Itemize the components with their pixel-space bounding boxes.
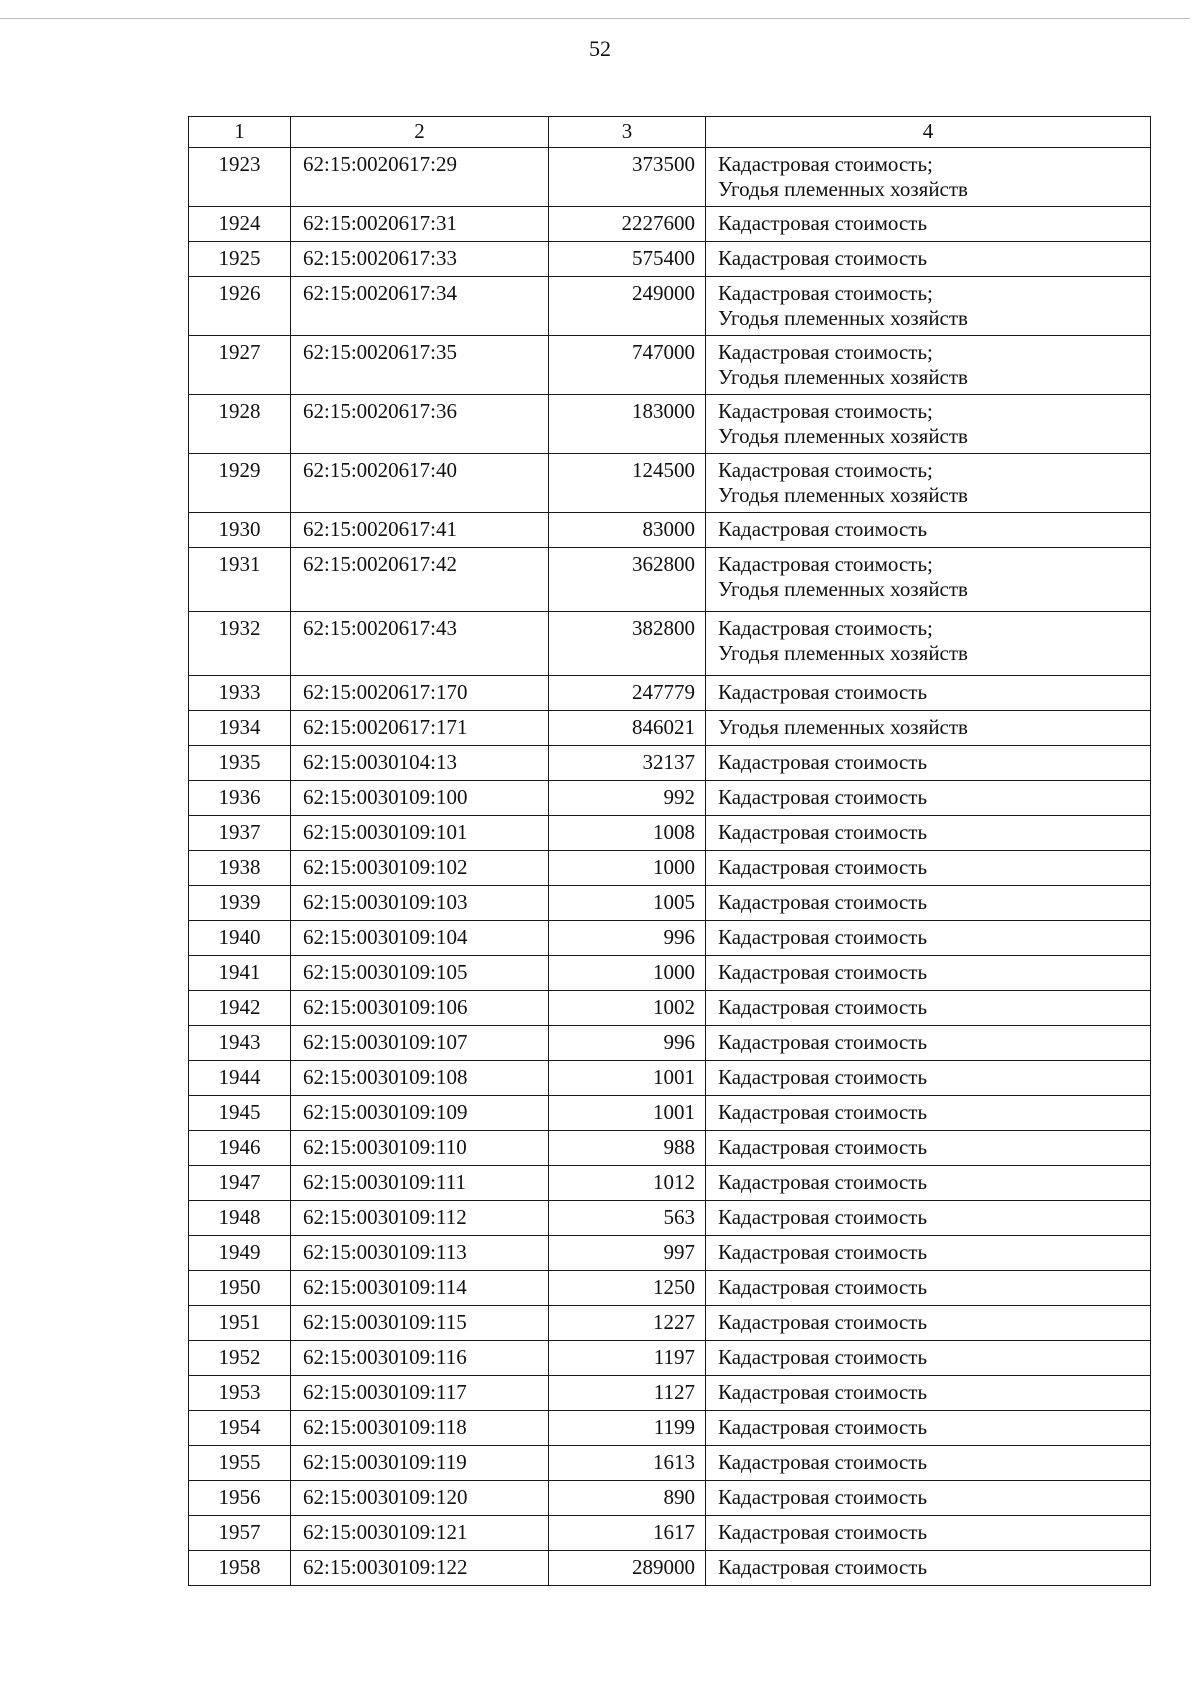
table-row xyxy=(189,548,1151,612)
description-line: Кадастровая стоимость xyxy=(718,1380,928,1404)
description-cell xyxy=(706,1481,1151,1516)
table-row xyxy=(189,781,1151,816)
description-cell xyxy=(706,1026,1151,1061)
description-line: Кадастровая стоимость xyxy=(718,680,928,704)
cadastral-number: 62:15:0020617:29 xyxy=(291,148,549,207)
description-line: Кадастровая стоимость xyxy=(718,1450,928,1474)
description-line: Кадастровая стоимость xyxy=(718,925,928,949)
cadastral-number: 62:15:0030109:105 xyxy=(291,956,549,991)
description-line: Кадастровая стоимость xyxy=(718,1030,928,1054)
cadastral-number: 62:15:0030109:118 xyxy=(291,1411,549,1446)
description-line: Кадастровая стоимость xyxy=(718,1345,928,1369)
description-line: Кадастровая стоимость xyxy=(718,1275,928,1299)
cadastral-number: 62:15:0020617:33 xyxy=(291,242,549,277)
row-number: 1956 xyxy=(189,1481,291,1516)
table-row xyxy=(189,1551,1151,1586)
description-cell xyxy=(706,1131,1151,1166)
value-cell: 1000 xyxy=(549,956,706,991)
value-cell: 1613 xyxy=(549,1446,706,1481)
description-cell xyxy=(706,336,1151,395)
value-cell: 249000 xyxy=(549,277,706,336)
cadastral-number: 62:15:0030109:115 xyxy=(291,1306,549,1341)
row-number: 1925 xyxy=(189,242,291,277)
cadastral-number: 62:15:0020617:34 xyxy=(291,277,549,336)
row-number: 1951 xyxy=(189,1306,291,1341)
table-row xyxy=(189,1096,1151,1131)
description-line: Кадастровая стоимость xyxy=(718,820,928,844)
description-cell xyxy=(706,1516,1151,1551)
value-cell: 362800 xyxy=(549,548,706,612)
description-line: Угодья племенных хозяйств xyxy=(718,177,968,202)
description-cell xyxy=(706,1341,1151,1376)
cadastral-number: 62:15:0020617:35 xyxy=(291,336,549,395)
value-cell: 563 xyxy=(549,1201,706,1236)
table-row xyxy=(189,1201,1151,1236)
description-line: Кадастровая стоимость; xyxy=(718,152,933,176)
description-cell xyxy=(706,395,1151,454)
value-cell: 1197 xyxy=(549,1341,706,1376)
description-cell xyxy=(706,886,1151,921)
value-cell: 1002 xyxy=(549,991,706,1026)
description-line: Кадастровая стоимость; xyxy=(718,552,933,576)
description-line: Кадастровая стоимость xyxy=(718,960,928,984)
description-line: Кадастровая стоимость xyxy=(718,1100,928,1124)
table-row xyxy=(189,513,1151,548)
row-number: 1937 xyxy=(189,816,291,851)
cadastral-number: 62:15:0030109:106 xyxy=(291,991,549,1026)
description-cell xyxy=(706,1236,1151,1271)
description-line: Кадастровая стоимость; xyxy=(718,616,933,640)
value-cell: 846021 xyxy=(549,711,706,746)
value-cell: 1001 xyxy=(549,1096,706,1131)
description-line: Кадастровая стоимость xyxy=(718,750,928,774)
value-cell: 747000 xyxy=(549,336,706,395)
table-row xyxy=(189,207,1151,242)
cadastral-number: 62:15:0030109:102 xyxy=(291,851,549,886)
table-body xyxy=(189,148,1151,1586)
cadastral-number: 62:15:0030109:110 xyxy=(291,1131,549,1166)
table-row xyxy=(189,148,1151,207)
cadastral-number: 62:15:0030109:103 xyxy=(291,886,549,921)
description-cell xyxy=(706,1201,1151,1236)
value-cell: 1012 xyxy=(549,1166,706,1201)
table-row xyxy=(189,395,1151,454)
table-row xyxy=(189,242,1151,277)
description-cell xyxy=(706,1306,1151,1341)
table-row xyxy=(189,711,1151,746)
cadastral-number: 62:15:0020617:31 xyxy=(291,207,549,242)
cadastral-number: 62:15:0020617:171 xyxy=(291,711,549,746)
value-cell: 1008 xyxy=(549,816,706,851)
value-cell: 247779 xyxy=(549,676,706,711)
table-row xyxy=(189,612,1151,676)
description-line: Кадастровая стоимость xyxy=(718,246,928,270)
cadastral-number: 62:15:0030109:107 xyxy=(291,1026,549,1061)
description-line: Кадастровая стоимость; xyxy=(718,458,933,482)
table-row xyxy=(189,1446,1151,1481)
column-header-4: 4 xyxy=(706,117,1151,148)
description-cell xyxy=(706,548,1151,612)
description-line: Кадастровая стоимость; xyxy=(718,340,933,364)
value-cell: 1000 xyxy=(549,851,706,886)
row-number: 1931 xyxy=(189,548,291,612)
value-cell: 289000 xyxy=(549,1551,706,1586)
row-number: 1943 xyxy=(189,1026,291,1061)
value-cell: 2227600 xyxy=(549,207,706,242)
cadastral-number: 62:15:0030109:111 xyxy=(291,1166,549,1201)
table-row xyxy=(189,851,1151,886)
description-cell xyxy=(706,921,1151,956)
row-number: 1924 xyxy=(189,207,291,242)
value-cell: 183000 xyxy=(549,395,706,454)
cadastral-number: 62:15:0030109:109 xyxy=(291,1096,549,1131)
row-number: 1928 xyxy=(189,395,291,454)
description-cell xyxy=(706,1061,1151,1096)
cadastral-number: 62:15:0020617:36 xyxy=(291,395,549,454)
table-row xyxy=(189,1376,1151,1411)
value-cell: 1250 xyxy=(549,1271,706,1306)
description-line: Угодья племенных хозяйств xyxy=(718,641,968,666)
description-cell xyxy=(706,1411,1151,1446)
table-row xyxy=(189,1341,1151,1376)
description-cell xyxy=(706,1096,1151,1131)
row-number: 1947 xyxy=(189,1166,291,1201)
cadastral-number: 62:15:0030104:13 xyxy=(291,746,549,781)
cadastral-number: 62:15:0030109:108 xyxy=(291,1061,549,1096)
cadastral-number: 62:15:0030109:100 xyxy=(291,781,549,816)
value-cell: 575400 xyxy=(549,242,706,277)
cadastral-number: 62:15:0030109:119 xyxy=(291,1446,549,1481)
cadastral-number: 62:15:0030109:117 xyxy=(291,1376,549,1411)
description-cell xyxy=(706,454,1151,513)
row-number: 1952 xyxy=(189,1341,291,1376)
description-cell xyxy=(706,1446,1151,1481)
row-number: 1941 xyxy=(189,956,291,991)
description-line: Угодья племенных хозяйств xyxy=(718,483,968,508)
row-number: 1929 xyxy=(189,454,291,513)
description-line: Кадастровая стоимость xyxy=(718,1520,928,1544)
column-header-1: 1 xyxy=(189,117,291,148)
description-line: Кадастровая стоимость xyxy=(718,1310,928,1334)
cadastral-number: 62:15:0020617:40 xyxy=(291,454,549,513)
description-cell xyxy=(706,277,1151,336)
cadastral-number: 62:15:0030109:120 xyxy=(291,1481,549,1516)
value-cell: 992 xyxy=(549,781,706,816)
table-row xyxy=(189,1271,1151,1306)
description-line: Кадастровая стоимость xyxy=(718,1170,928,1194)
cadastral-number: 62:15:0030109:112 xyxy=(291,1201,549,1236)
table-header-row xyxy=(189,117,1151,148)
table-row xyxy=(189,816,1151,851)
table-row xyxy=(189,1166,1151,1201)
table-row xyxy=(189,454,1151,513)
scan-edge-line xyxy=(0,18,1190,19)
table-row xyxy=(189,1306,1151,1341)
table-row xyxy=(189,1061,1151,1096)
value-cell: 1005 xyxy=(549,886,706,921)
cadastral-number: 62:15:0020617:41 xyxy=(291,513,549,548)
cadastral-number: 62:15:0030109:104 xyxy=(291,921,549,956)
table-row xyxy=(189,886,1151,921)
row-number: 1958 xyxy=(189,1551,291,1586)
row-number: 1926 xyxy=(189,277,291,336)
description-cell xyxy=(706,1551,1151,1586)
description-line: Кадастровая стоимость; xyxy=(718,399,933,423)
cadastral-number: 62:15:0030109:121 xyxy=(291,1516,549,1551)
description-cell xyxy=(706,991,1151,1026)
description-cell xyxy=(706,1271,1151,1306)
column-header-2: 2 xyxy=(291,117,549,148)
value-cell: 1127 xyxy=(549,1376,706,1411)
description-cell xyxy=(706,242,1151,277)
page-number: 52 xyxy=(589,36,611,61)
description-line: Кадастровая стоимость xyxy=(718,1415,928,1439)
description-line: Кадастровая стоимость xyxy=(718,517,928,541)
table-row xyxy=(189,1481,1151,1516)
table-row xyxy=(189,336,1151,395)
value-cell: 996 xyxy=(549,1026,706,1061)
cadastral-number: 62:15:0020617:42 xyxy=(291,548,549,612)
value-cell: 382800 xyxy=(549,612,706,676)
description-line: Кадастровая стоимость xyxy=(718,1240,928,1264)
row-number: 1945 xyxy=(189,1096,291,1131)
description-cell xyxy=(706,746,1151,781)
value-cell: 124500 xyxy=(549,454,706,513)
row-number: 1935 xyxy=(189,746,291,781)
description-cell xyxy=(706,207,1151,242)
column-header-3: 3 xyxy=(549,117,706,148)
value-cell: 83000 xyxy=(549,513,706,548)
row-number: 1927 xyxy=(189,336,291,395)
description-cell xyxy=(706,513,1151,548)
row-number: 1950 xyxy=(189,1271,291,1306)
description-line: Угодья племенных хозяйств xyxy=(718,715,968,739)
cadastral-table xyxy=(188,116,1151,1586)
row-number: 1948 xyxy=(189,1201,291,1236)
description-line: Кадастровая стоимость xyxy=(718,1135,928,1159)
value-cell: 1199 xyxy=(549,1411,706,1446)
row-number: 1923 xyxy=(189,148,291,207)
table-row xyxy=(189,1236,1151,1271)
description-line: Кадастровая стоимость xyxy=(718,890,928,914)
row-number: 1940 xyxy=(189,921,291,956)
table-row xyxy=(189,1516,1151,1551)
row-number: 1938 xyxy=(189,851,291,886)
cadastral-number: 62:15:0030109:101 xyxy=(291,816,549,851)
description-cell xyxy=(706,676,1151,711)
description-line: Кадастровая стоимость xyxy=(718,785,928,809)
row-number: 1954 xyxy=(189,1411,291,1446)
description-line: Угодья племенных хозяйств xyxy=(718,577,968,602)
cadastral-number: 62:15:0020617:170 xyxy=(291,676,549,711)
table-row xyxy=(189,746,1151,781)
description-cell xyxy=(706,1166,1151,1201)
description-line: Кадастровая стоимость; xyxy=(718,281,933,305)
cadastral-number: 62:15:0030109:122 xyxy=(291,1551,549,1586)
row-number: 1930 xyxy=(189,513,291,548)
description-cell xyxy=(706,711,1151,746)
table-row xyxy=(189,1026,1151,1061)
value-cell: 1001 xyxy=(549,1061,706,1096)
cadastral-number: 62:15:0030109:116 xyxy=(291,1341,549,1376)
value-cell: 988 xyxy=(549,1131,706,1166)
cadastral-number: 62:15:0030109:113 xyxy=(291,1236,549,1271)
row-number: 1949 xyxy=(189,1236,291,1271)
row-number: 1939 xyxy=(189,886,291,921)
description-line: Кадастровая стоимость xyxy=(718,1555,928,1579)
description-line: Кадастровая стоимость xyxy=(718,1485,928,1509)
description-cell xyxy=(706,851,1151,886)
description-cell xyxy=(706,612,1151,676)
value-cell: 996 xyxy=(549,921,706,956)
description-cell xyxy=(706,956,1151,991)
table-row xyxy=(189,676,1151,711)
description-cell xyxy=(706,1376,1151,1411)
description-line: Кадастровая стоимость xyxy=(718,1205,928,1229)
table-row xyxy=(189,277,1151,336)
row-number: 1944 xyxy=(189,1061,291,1096)
table-row xyxy=(189,991,1151,1026)
value-cell: 997 xyxy=(549,1236,706,1271)
row-number: 1942 xyxy=(189,991,291,1026)
row-number: 1957 xyxy=(189,1516,291,1551)
table-row xyxy=(189,1131,1151,1166)
cadastral-number: 62:15:0020617:43 xyxy=(291,612,549,676)
cadastral-number: 62:15:0030109:114 xyxy=(291,1271,549,1306)
value-cell: 1617 xyxy=(549,1516,706,1551)
description-line: Угодья племенных хозяйств xyxy=(718,424,968,449)
description-line: Кадастровая стоимость xyxy=(718,855,928,879)
description-line: Кадастровая стоимость xyxy=(718,995,928,1019)
description-cell xyxy=(706,816,1151,851)
row-number: 1953 xyxy=(189,1376,291,1411)
row-number: 1933 xyxy=(189,676,291,711)
description-cell xyxy=(706,148,1151,207)
description-line: Кадастровая стоимость xyxy=(718,211,928,235)
description-line: Кадастровая стоимость xyxy=(718,1065,928,1089)
table-row xyxy=(189,921,1151,956)
value-cell: 1227 xyxy=(549,1306,706,1341)
description-line: Угодья племенных хозяйств xyxy=(718,306,968,331)
row-number: 1955 xyxy=(189,1446,291,1481)
value-cell: 890 xyxy=(549,1481,706,1516)
row-number: 1946 xyxy=(189,1131,291,1166)
value-cell: 373500 xyxy=(549,148,706,207)
row-number: 1934 xyxy=(189,711,291,746)
row-number: 1932 xyxy=(189,612,291,676)
table-row xyxy=(189,1411,1151,1446)
row-number: 1936 xyxy=(189,781,291,816)
table-row xyxy=(189,956,1151,991)
description-cell xyxy=(706,781,1151,816)
value-cell: 32137 xyxy=(549,746,706,781)
description-line: Угодья племенных хозяйств xyxy=(718,365,968,390)
